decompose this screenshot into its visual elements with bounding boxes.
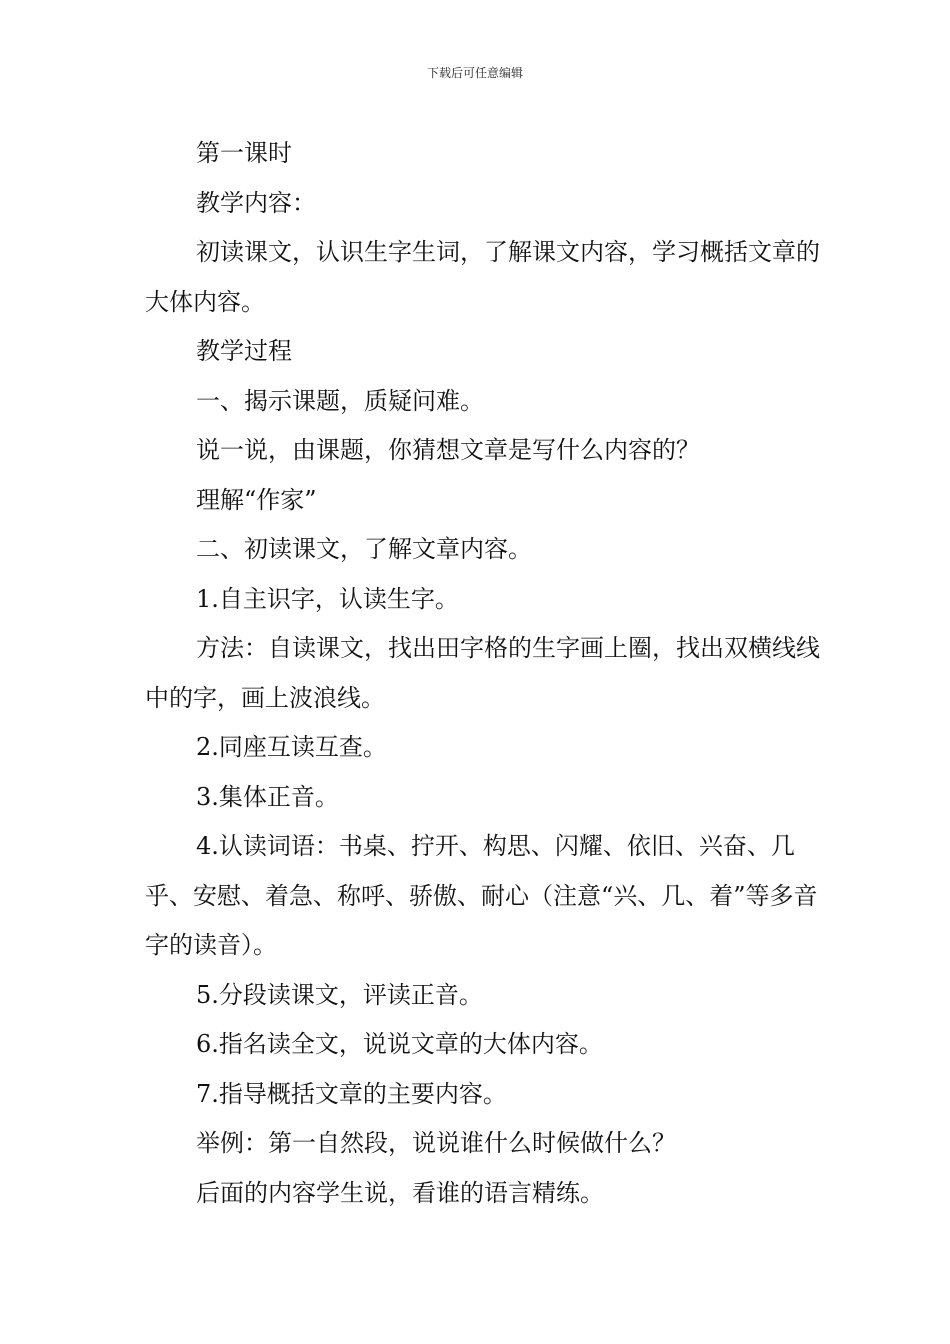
teaching-process-heading: 教学过程 [196, 337, 292, 365]
paragraph: 说一说，由课题，你猜想文章是写什么内容的？ [196, 436, 700, 464]
lesson-period-heading: 第一课时 [196, 139, 292, 167]
list-item: 4.认读词语：书桌、拧开、构思、闪耀、依旧、兴奋、几乎、安慰、着急、称呼、骄傲、耐心（注意“兴、几、着”等多音字的读音）。 [145, 832, 818, 959]
teaching-content-label: 教学内容： [196, 188, 316, 217]
document-body [145, 129, 825, 1218]
list-item: 6.指名读全文，说说文章的大体内容。 [196, 1030, 603, 1058]
page-header: 下载后可任意编辑 [426, 66, 523, 80]
list-item: 3.集体正音。 [196, 782, 339, 811]
paragraph: 理解“作家” [196, 485, 317, 514]
paragraph: 后面的内容学生说，看谁的语言精练。 [196, 1178, 604, 1207]
paragraph: 举例：第一自然段，说说谁什么时候做什么？ [196, 1129, 676, 1157]
teaching-content-text: 初读课文，认识生字生词，了解课文内容，学习概括文章的大体内容。 [145, 238, 820, 316]
section-one-heading: 一、揭示课题，质疑问难。 [196, 386, 484, 415]
list-item: 1.自主识字，认读生字。 [196, 584, 459, 613]
section-two-heading: 二、初读课文，了解文章内容。 [196, 535, 532, 563]
list-item: 2.同座互读互查。 [196, 733, 387, 761]
list-item: 7.指导概括文章的主要内容。 [196, 1079, 507, 1108]
list-item: 5.分段读课文，评读正音。 [196, 980, 483, 1009]
paragraph: 方法：自读课文，找出田字格的生字画上圈，找出双横线线中的字，画上波浪线。 [145, 634, 820, 712]
